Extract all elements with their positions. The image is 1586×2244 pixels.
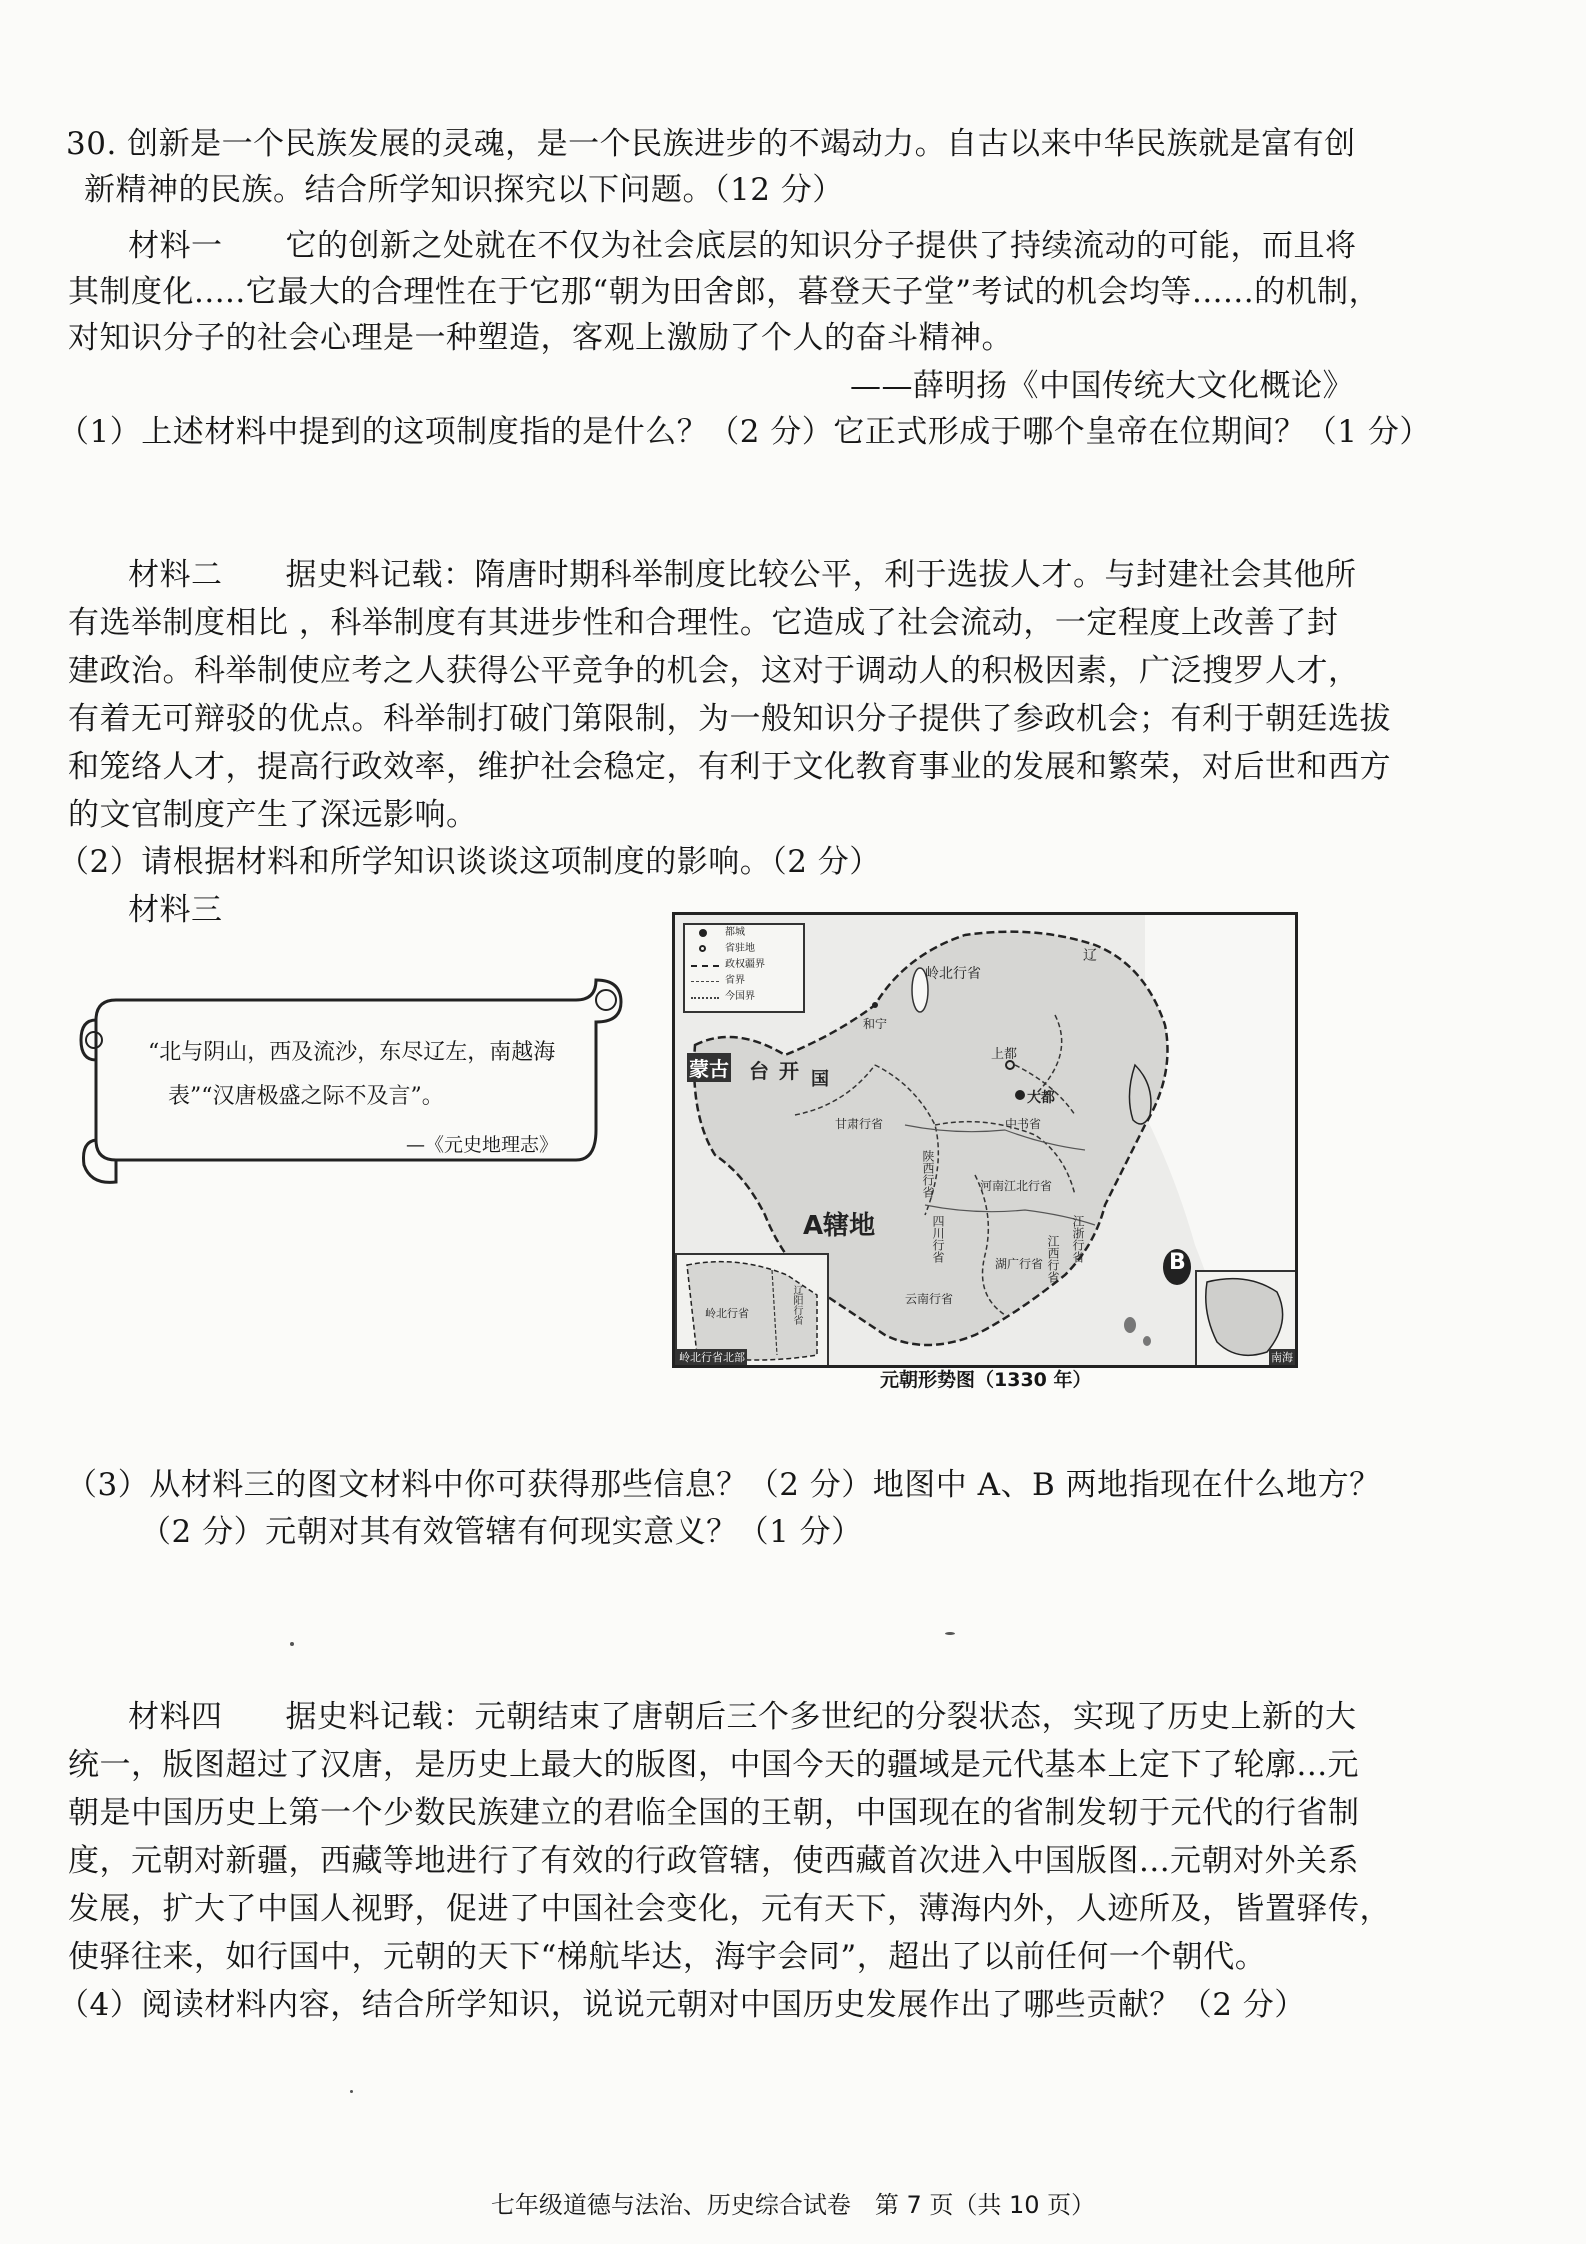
material4-line-1: 材料四 据史料记载：元朝结束了唐朝后三个多世纪的分裂状态，实现了历史上新的大 [128, 1699, 1357, 1735]
label-kai: 开 [779, 1059, 799, 1083]
legend-province-border: 省界 [685, 973, 803, 989]
scan-speck [290, 1642, 294, 1646]
quote-line-1: “北与阴山，西及流沙，东尽辽左，南越海 [148, 1040, 556, 1065]
question-4: （4）阅读材料内容，结合所学知识，说说元朝对中国历史发展作出了哪些贡献？（2 分） [58, 1987, 1306, 2023]
material1-line-3: 对知识分子的社会心理是一种塑造，客观上激励了个人的奋斗精神。 [68, 320, 1013, 356]
quote-source: —《元史地理志》 [406, 1134, 559, 1156]
inset-left-liaoyang: 辽阳行省 [791, 1285, 802, 1325]
legend-modern-border: 今国界 [685, 989, 803, 1005]
material4-line-3: 朝是中国历史上第一个少数民族建立的君临全国的王朝，中国现在的省制发轫于元代的行省制 [68, 1795, 1360, 1831]
yuan-dynasty-map [672, 912, 1298, 1368]
question-2: （2）请根据材料和所学知识谈谈这项制度的影响。（2 分） [58, 844, 881, 880]
material1-source: ——薛明扬《中国传统大文化概论》 [850, 368, 1354, 404]
material2-line-4: 有着无可辩驳的优点。科举制打破门第限制，为一般知识分子提供了参政机会；有利于朝廷选拔 [68, 701, 1391, 737]
label-guo: 国 [811, 1069, 829, 1090]
label-jiangzhe: 江浙行省 [1071, 1215, 1085, 1263]
legend-regime-border: 政权疆界 [685, 957, 803, 973]
legend-capital: 都城 [685, 925, 803, 941]
material2-line-1: 材料二 据史料记载：隋唐时期科举制度比较公平，利于选拔人才。与封建社会其他所 [128, 557, 1357, 593]
question-line-1: 30. 创新是一个民族发展的灵魂，是一个民族进步的不竭动力。自古以来中华民族就是富有创 [66, 126, 1356, 162]
label-huguang: 湖广行省 [995, 1257, 1044, 1271]
material4-line-4: 度，元朝对新疆，西藏等地进行了有效的行政管辖，使西藏首次进入中国版图...元朝对外关系 [68, 1843, 1360, 1879]
question-3-line-2: （2 分）元朝对其有效管辖有何现实意义？（1 分） [140, 1514, 863, 1550]
material1-line-2: 其制度化.....它最大的合理性在于它那“朝为田舍郎，暮登天子堂”考试的机会均等......的机制， [68, 274, 1381, 310]
legend-province-seat: 省驻地 [685, 941, 803, 957]
label-b-region: B [1169, 1250, 1186, 1275]
map-legend [683, 923, 805, 1013]
label-liao: 辽 [1083, 948, 1097, 964]
label-tai: 台 [749, 1059, 769, 1083]
label-gansu: 甘肃行省 [835, 1117, 884, 1131]
label-shangdu: 上都 [991, 1047, 1018, 1062]
material4-line-2: 统一，版图超过了汉唐，是历史上最大的版图，中国今天的疆域是元代基本上定下了轮廓...元 [68, 1747, 1360, 1783]
map-caption: 元朝形势图（1330 年） [880, 1369, 1092, 1391]
label-henan: 河南江北行省 [980, 1179, 1053, 1193]
label-lingbei: 岭北行省 [925, 966, 981, 982]
label-zhongshu: 中书省 [1005, 1117, 1042, 1131]
material2-line-3: 建政治。科举制使应考之人获得公平竞争的机会，这对于调动人的积极因素，广泛搜罗人才， [68, 653, 1360, 689]
material1-line-1: 材料一 它的创新之处就在不仅为社会底层的知识分子提供了持续流动的可能，而且将 [128, 228, 1357, 264]
label-jiangxi: 江西行省 [1046, 1235, 1060, 1283]
material2-line-2: 有选举制度相比 ，科举制度有其进步性和合理性。它造成了社会流动，一定程度上改善了封 [68, 605, 1339, 641]
question-3-line-1: （3）从材料三的图文材料中你可获得那些信息？（2 分）地图中 A、B 两地指现在什么地方？ [66, 1467, 1381, 1503]
inset-left [675, 1253, 829, 1368]
label-shaanxi: 陕西行省 [921, 1150, 935, 1198]
inset-right-title: 南海 [1271, 1351, 1293, 1364]
material3-label: 材料三 [128, 892, 223, 928]
question-1: （1）上述材料中提到的这项制度指的是什么？（2 分）它正式形成于哪个皇帝在位期间？（1 分） [58, 414, 1431, 450]
label-menggu: 蒙古 [687, 1053, 731, 1082]
material2-line-6: 的文官制度产生了深远影响。 [68, 797, 478, 833]
page-footer: 七年级道德与法治、历史综合试卷 第 7 页（共 10 页） [490, 2191, 1096, 2219]
label-yunnan: 云南行省 [905, 1292, 954, 1306]
material2-line-5: 和笼络人才，提高行政效率，维护社会稳定，有利于文化教育事业的发展和繁荣，对后世和西方 [68, 749, 1391, 785]
label-a-region: A辖地 [803, 1211, 876, 1241]
material4-line-5: 发展，扩大了中国人视野，促进了中国社会变化，元有天下，薄海内外，人迹所及，皆置驿传， [68, 1891, 1391, 1927]
inset-left-lingbei: 岭北行省 [705, 1307, 749, 1320]
inset-left-title: 岭北行省北部 [679, 1351, 745, 1364]
label-dadu: 大都 [1027, 1090, 1055, 1106]
scan-speck [945, 1632, 955, 1635]
question-line-2: 新精神的民族。结合所学知识探究以下问题。（12 分） [84, 172, 844, 208]
material4-line-6: 使驿往来，如行国中，元朝的天下“梯航毕达，海宇会同”，超出了以前任何一个朝代。 [68, 1939, 1267, 1975]
label-sichuan: 四川行省 [931, 1215, 945, 1263]
quote-line-2: 表”“汉唐极盛之际不及言”。 [168, 1084, 444, 1109]
scan-speck [350, 2090, 353, 2093]
inset-right [1195, 1270, 1298, 1368]
quote-scroll [76, 960, 636, 1200]
label-helin: 和宁 [863, 1017, 888, 1031]
